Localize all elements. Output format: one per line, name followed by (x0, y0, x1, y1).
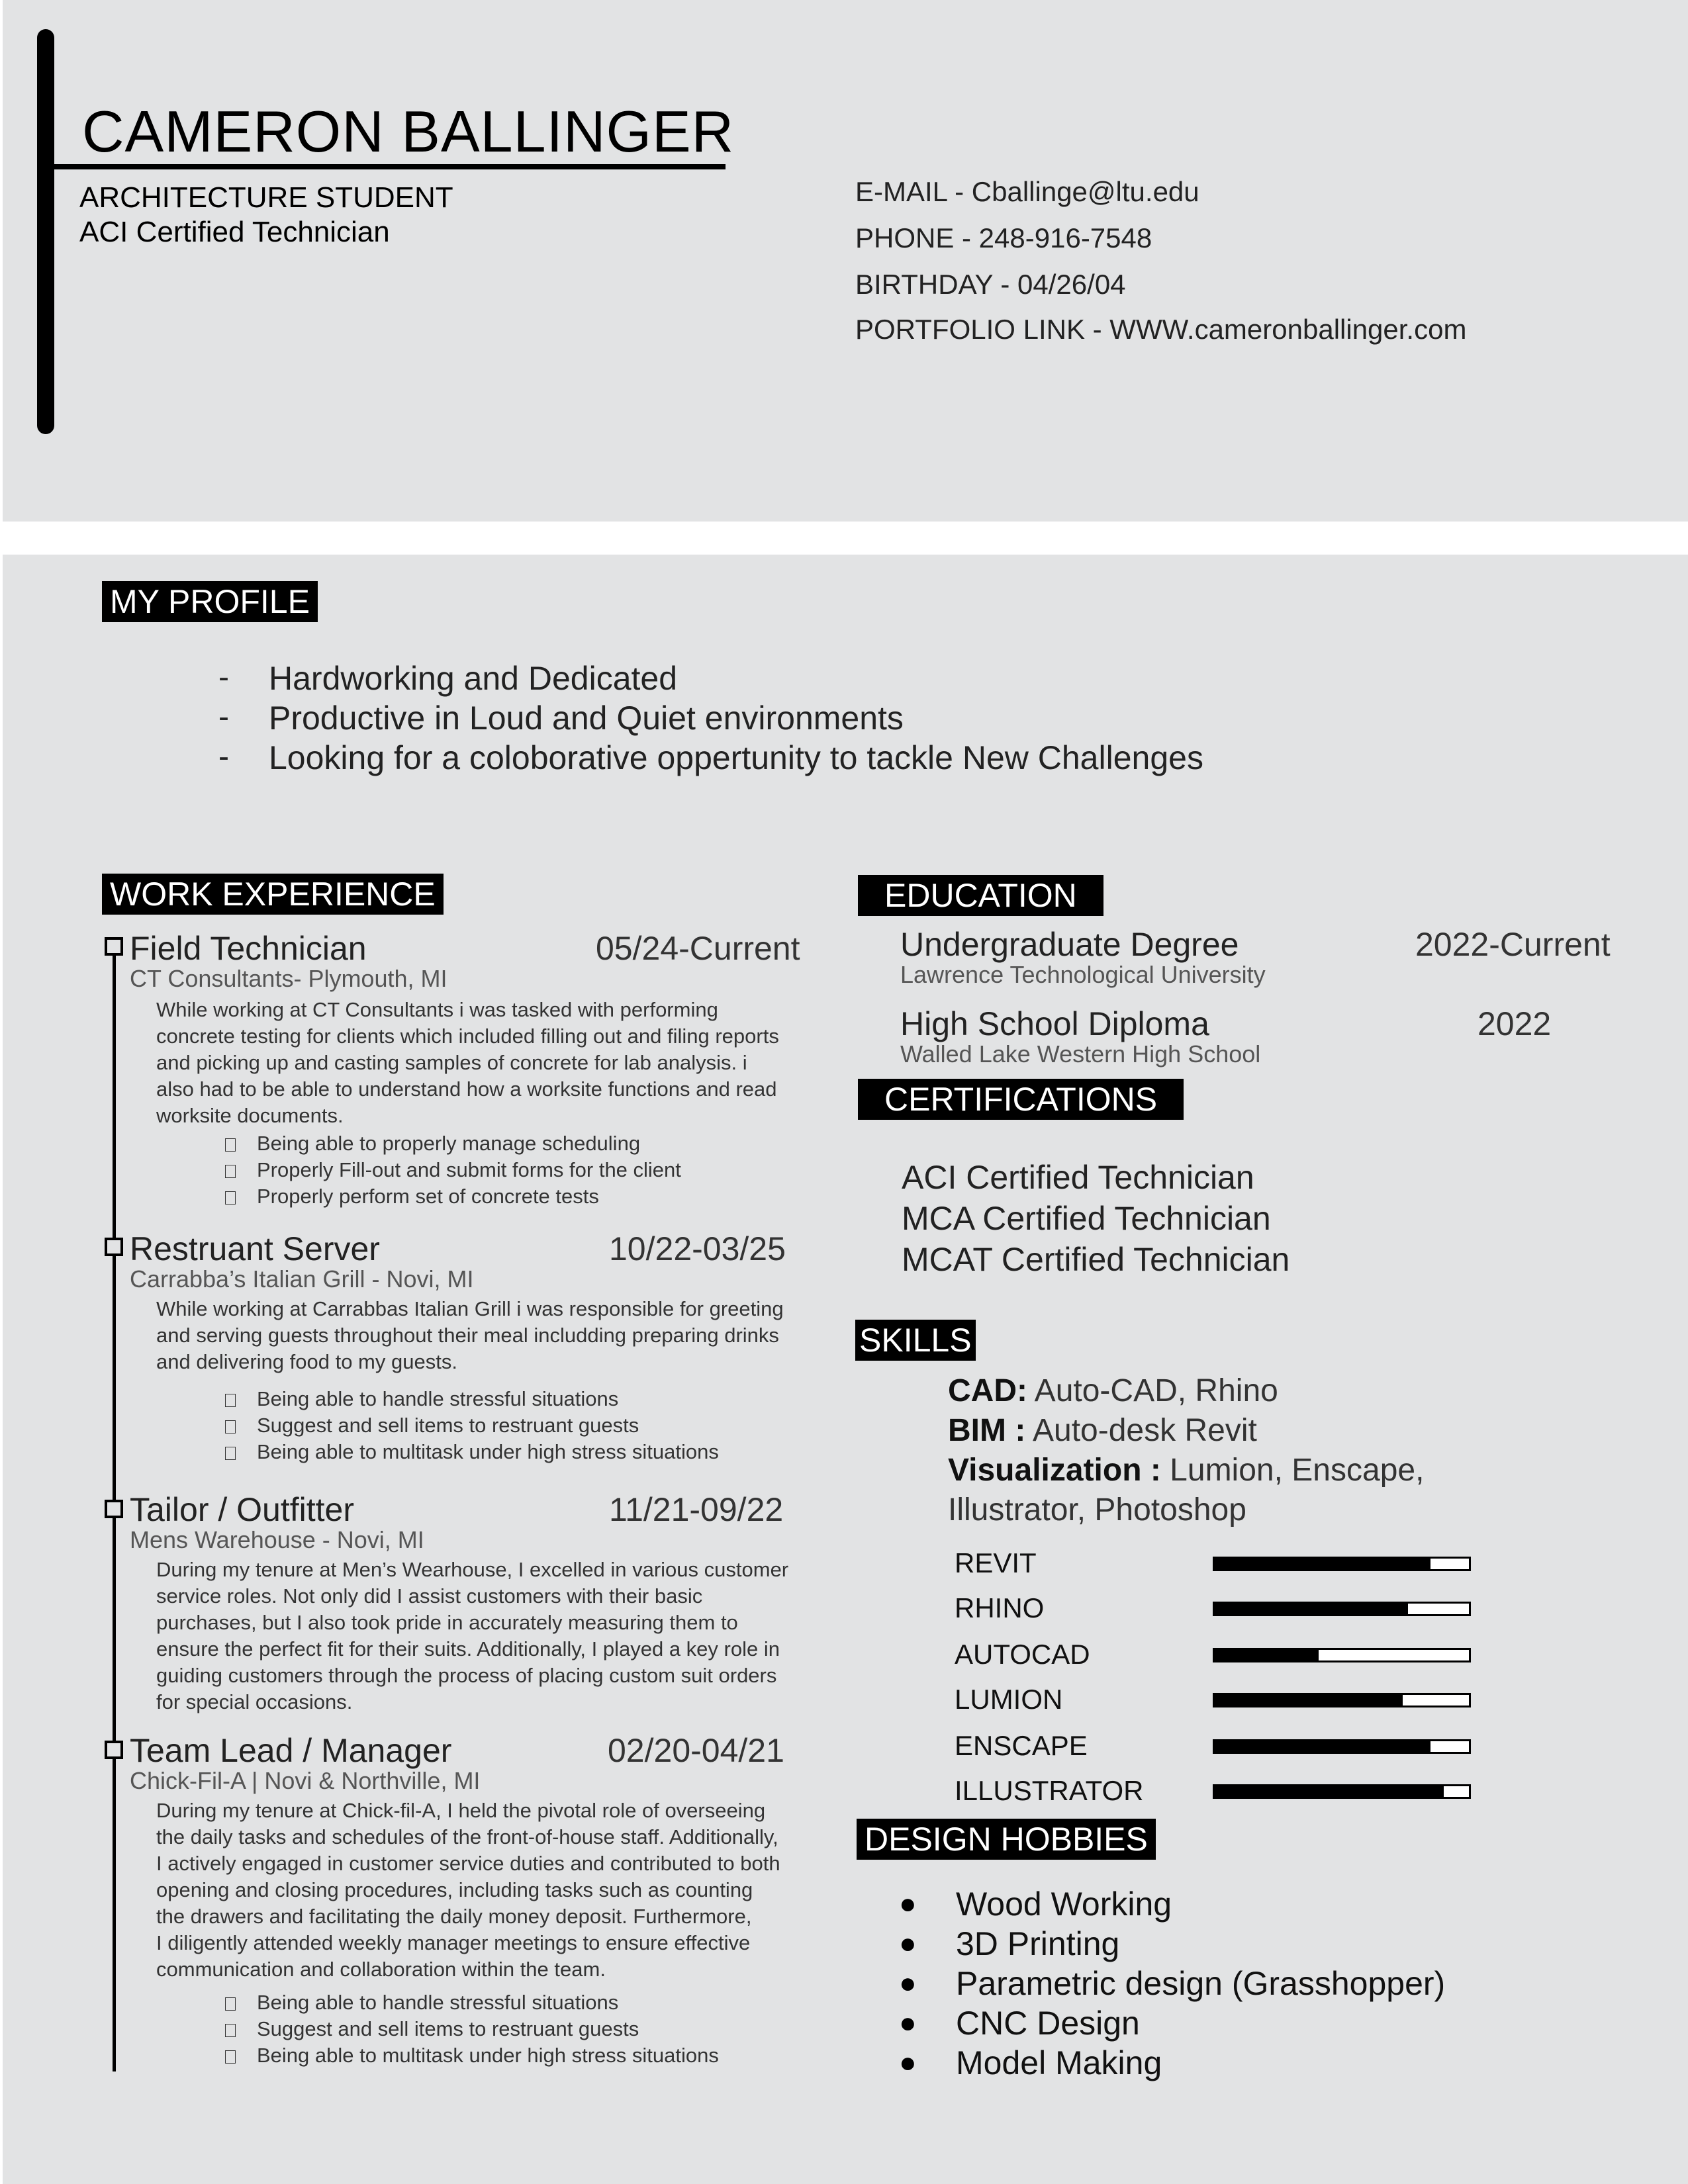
job-bullet (225, 1185, 599, 1208)
profile-heading: MY PROFILE (102, 581, 318, 622)
desc-line: During my tenure at Men’s Wearhouse, I excelled in various customer (156, 1558, 789, 1581)
desc-line: the daily tasks and schedules of the front-of-house staff. Additionally, (156, 1825, 778, 1848)
profile-item: Productive in Loud and Quiet environments (269, 700, 904, 737)
hobby-item: Model Making (956, 2044, 1162, 2081)
desc-line: While working at CT Consultants i was tasked with performing (156, 998, 718, 1021)
checkbox-glyph-icon (225, 1138, 236, 1152)
job-description (156, 1557, 818, 1715)
checkbox-glyph-icon (225, 1447, 236, 1460)
desc-line: purchases, but I also took pride in accurately measuring them to (156, 1611, 738, 1634)
work-heading: WORK EXPERIENCE (102, 874, 444, 915)
job-description (156, 1296, 818, 1375)
checkbox-glyph-icon (225, 1420, 236, 1433)
candidate-name: CAMERON BALLINGER (82, 99, 735, 164)
skill-level-fill (1215, 1650, 1319, 1661)
skill-level-bar (1213, 1602, 1471, 1616)
profile-dash: - (218, 739, 229, 774)
skill-level-fill (1215, 1695, 1403, 1706)
checkbox-glyph-icon (225, 2050, 236, 2064)
skill-level-bar (1213, 1784, 1471, 1799)
desc-line: and serving guests throughout their meal includding preparing drinks (156, 1324, 779, 1347)
job-bullet (225, 2017, 639, 2041)
bullet-dot-icon: ● (899, 1967, 917, 1999)
desc-line: ensure the perfect fit for their suits. Additionally, I played a key role in (156, 1637, 780, 1661)
job-company: Mens Warehouse - Novi, MI (130, 1526, 424, 1553)
job-bullet (225, 2044, 719, 2068)
job-bullet (225, 1387, 618, 1411)
skill-level-bar (1213, 1557, 1471, 1571)
job-company: CT Consultants- Plymouth, MI (130, 965, 447, 992)
job-bullet-text: Suggest and sell items to restruant guests (257, 2017, 639, 2040)
contact-email: E-MAIL - Cballinge@ltu.edu (855, 176, 1199, 207)
skill-level-bar (1213, 1739, 1471, 1754)
contact-birthday: BIRTHDAY - 04/26/04 (855, 269, 1126, 300)
candidate-title: ARCHITECTURE STUDENT (79, 181, 453, 214)
job-bullet (225, 1414, 639, 1437)
timeline-node (105, 1238, 123, 1256)
job-company: Carrabba’s Italian Grill - Novi, MI (130, 1265, 474, 1293)
job-bullet-text: Being able to handle stressful situations (257, 1991, 619, 2014)
skill-value: Auto-CAD, Rhino (1027, 1373, 1278, 1408)
name-underline (54, 164, 726, 169)
job-title: Tailor / Outfitter (130, 1491, 354, 1528)
desc-line: and delivering food to my guests. (156, 1350, 457, 1373)
certification-item: MCA Certified Technician (902, 1200, 1271, 1237)
job-bullet (225, 1132, 640, 1156)
skill-level-fill (1215, 1741, 1430, 1752)
checkbox-glyph-icon (225, 1997, 236, 2011)
bullet-dot-icon: ● (899, 2007, 917, 2039)
hobbies-heading: DESIGN HOBBIES (857, 1819, 1156, 1860)
skill-value: Illustrator, Photoshop (948, 1492, 1246, 1527)
checkbox-glyph-icon (225, 1191, 236, 1205)
job-bullet-text: Being able to multitask under high stress situations (257, 1440, 719, 1463)
skill-level-bar (1213, 1648, 1471, 1662)
job-date: 05/24-Current (596, 930, 800, 967)
bullet-dot-icon: ● (899, 1927, 917, 1960)
desc-line: service roles. Not only did I assist customers with their basic (156, 1584, 703, 1608)
job-description (156, 1797, 818, 1983)
skill-line (948, 1373, 1278, 1409)
education-heading: EDUCATION (858, 875, 1103, 916)
timeline-node (105, 1741, 123, 1759)
desc-line: also had to be able to understand how a worksite functions and read (156, 1077, 777, 1101)
checkbox-glyph-icon (225, 1165, 236, 1178)
certification-item: ACI Certified Technician (902, 1159, 1254, 1196)
job-date: 11/21-09/22 (609, 1491, 784, 1528)
skill-label: BIM : (948, 1413, 1026, 1448)
skill-value: Lumion, Enscape, (1160, 1453, 1425, 1488)
desc-line: I diligently attended weekly manager meetings to ensure effective (156, 1931, 751, 1954)
bullet-dot-icon: ● (899, 2046, 917, 2079)
education-school: Lawrence Technological University (900, 961, 1266, 988)
profile-dash: - (218, 660, 229, 695)
skills-heading: SKILLS (855, 1320, 976, 1361)
job-bullet-text: Properly perform set of concrete tests (257, 1185, 599, 1208)
profile-item: Hardworking and Dedicated (269, 660, 678, 697)
education-date: 2022-Current (1415, 926, 1611, 963)
job-title: Restruant Server (130, 1230, 380, 1267)
profile-dash: - (218, 700, 229, 735)
job-bullet (225, 1158, 681, 1182)
contact-phone: PHONE - 248-916-7548 (855, 222, 1152, 253)
desc-line: worksite documents. (156, 1104, 344, 1127)
skill-line (948, 1412, 1257, 1449)
desc-line: for special occasions. (156, 1690, 353, 1713)
header-panel (3, 0, 1688, 522)
education-school: Walled Lake Western High School (900, 1040, 1261, 1068)
skill-level-fill (1215, 1786, 1444, 1797)
profile-item: Looking for a coloborative oppertunity to tackle New Challenges (269, 739, 1203, 776)
timeline-node (105, 1500, 123, 1518)
job-date: 02/20-04/21 (608, 1732, 784, 1769)
job-title: Team Lead / Manager (130, 1732, 452, 1769)
skill-level-fill (1215, 1604, 1408, 1614)
skill-bar-label: AUTOCAD (955, 1639, 1090, 1670)
job-date: 10/22-03/25 (609, 1230, 786, 1267)
skill-bar-label: REVIT (955, 1547, 1037, 1578)
timeline-node (105, 937, 123, 956)
desc-line: During my tenure at Chick-fil-A, I held the pivotal role of overseeing (156, 1799, 766, 1822)
desc-line: While working at Carrabbas Italian Grill i was responsible for greeting (156, 1297, 784, 1320)
hobby-item: Parametric design (Grasshopper) (956, 1965, 1446, 2002)
hobby-item: CNC Design (956, 2005, 1140, 2042)
skill-value: Auto-desk Revit (1025, 1413, 1257, 1448)
skill-bar-label: ENSCAPE (955, 1730, 1088, 1761)
skill-line (948, 1492, 1246, 1528)
skill-level-fill (1215, 1559, 1430, 1569)
job-bullet-text: Being able to handle stressful situations (257, 1387, 619, 1410)
job-bullet (225, 1991, 618, 2015)
education-degree: High School Diploma (900, 1005, 1209, 1042)
skill-bar-label: LUMION (955, 1684, 1063, 1715)
skill-line (948, 1452, 1424, 1488)
skill-label: Visualization : (948, 1453, 1161, 1488)
desc-line: communication and collaboration within the team. (156, 1958, 606, 1981)
desc-line: the drawers and facilitating the daily money deposit. Furthermore, (156, 1905, 752, 1928)
job-description (156, 997, 818, 1129)
skill-level-bar (1213, 1693, 1471, 1707)
job-bullet (225, 1440, 719, 1464)
education-date: 2022 (1477, 1005, 1552, 1042)
desc-line: guiding customers through the process of placing custom suit orders (156, 1664, 777, 1687)
job-company: Chick-Fil-A | Novi & Northville, MI (130, 1767, 481, 1794)
skill-bar-label: ILLUSTRATOR (955, 1775, 1144, 1806)
desc-line: and picking up and casting samples of concrete for lab analysis. i (156, 1051, 747, 1074)
skill-label: CAD: (948, 1373, 1027, 1408)
hobby-item: 3D Printing (956, 1925, 1120, 1962)
contact-portfolio: PORTFOLIO LINK - WWW.cameronballinger.com (855, 314, 1467, 345)
bullet-dot-icon: ● (899, 1888, 917, 1920)
job-bullet-text: Suggest and sell items to restruant guests (257, 1414, 639, 1437)
skill-bar-label: RHINO (955, 1592, 1045, 1623)
checkbox-glyph-icon (225, 2024, 236, 2037)
candidate-subtitle: ACI Certified Technician (79, 216, 390, 248)
hobby-item: Wood Working (956, 1886, 1172, 1923)
job-bullet-text: Being able to properly manage scheduling (257, 1132, 641, 1155)
checkbox-glyph-icon (225, 1394, 236, 1407)
certification-item: MCAT Certified Technician (902, 1241, 1290, 1278)
desc-line: opening and closing procedures, including tasks such as counting (156, 1878, 753, 1901)
desc-line: concrete testing for clients which included filling out and filing reports (156, 1024, 779, 1048)
certifications-heading: CERTIFICATIONS (858, 1079, 1184, 1120)
desc-line: I actively engaged in customer service duties and contributed to both (156, 1852, 780, 1875)
accent-bar (37, 29, 54, 434)
job-title: Field Technician (130, 930, 367, 967)
job-bullet-text: Properly Fill-out and submit forms for the client (257, 1158, 681, 1181)
education-degree: Undergraduate Degree (900, 926, 1239, 963)
job-bullet-text: Being able to multitask under high stress situations (257, 2044, 719, 2067)
